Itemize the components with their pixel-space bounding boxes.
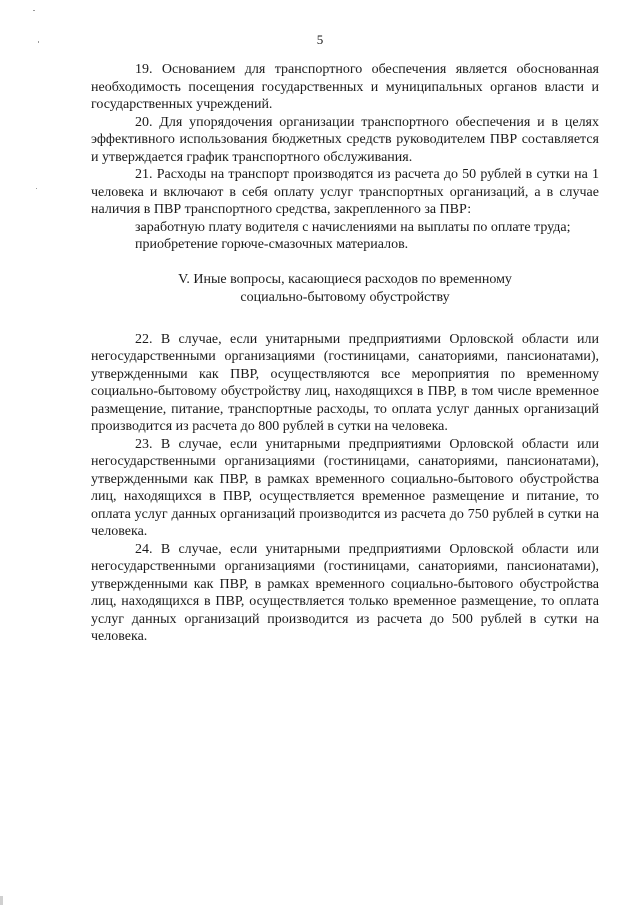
- paragraph-20: 20. Для упорядочения организации транспортного обеспечения и в целях эффективного использования бюджетных средств руководителем ПВР составляется и утверждается график транспортного обслуживания.: [91, 114, 599, 165]
- section-heading-line-1: V. Иные вопросы, касающиеся расходов по временному: [178, 271, 512, 287]
- paragraph-24: 24. В случае, если унитарными предприятиями Орловской области или негосударственными организациями (гостиницами, санаториями, пансионатами), утвержденными как ПВР, в рамках временного социально-бытового обустройства лиц, находящихся в ПВР, осуществляется только временное размещение, то оплата услуг данных организаций производится из расчета до 500 рублей в сутки на человека.: [91, 541, 599, 644]
- document-body: [91, 61, 599, 646]
- scan-speck: [33, 10, 35, 11]
- page-number: 5: [316, 32, 324, 47]
- paragraph-22: 22. В случае, если унитарными предприятиями Орловской области или негосударственными организациями (гостиницами, санаториями, пансионатами), утвержденными как ПВР, осуществляются все мероприятия по временному социально-бытовому обустройству лиц, находящихся в ПВР, в том числе временное размещение, питание, транспортные расходы, то оплата услуг данных организаций производится из расчета до 800 рублей в сутки на человека.: [91, 331, 599, 434]
- scan-speck: [36, 188, 37, 189]
- section-heading-line-2: социально-бытовому обустройству: [240, 289, 450, 305]
- paragraph-23: 23. В случае, если унитарными предприятиями Орловской области или негосударственными организациями (гостиницами, санаториями, пансионатами), утвержденными как ПВР, в рамках временного социально-бытового обустройства лиц, находящихся в ПВР, осуществляется временное размещение и питание, то оплата услуг данных организаций производится из расчета до 750 рублей в сутки на человека.: [91, 436, 599, 539]
- paragraph-21: 21. Расходы на транспорт производятся из расчета до 50 рублей в сутки на 1 человека и включают в себя оплату услуг транспортных организаций, а в случае наличия в ПВР транспортного средства, закрепленного за ПВР:: [91, 167, 599, 217]
- section-heading: [91, 271, 599, 307]
- paragraph-21-item-fuel: приобретение горюче-смазочных материалов.: [135, 237, 409, 252]
- paragraph-21-item-salary: заработную плату водителя с начислениями на выплаты по оплате труда;: [135, 219, 571, 235]
- paragraph-19: 19. Основанием для транспортного обеспечения является обоснованная необходимость посещения государственных и муниципальных органов власти и государственных учреждений.: [91, 62, 599, 112]
- scan-speck: [0, 896, 3, 905]
